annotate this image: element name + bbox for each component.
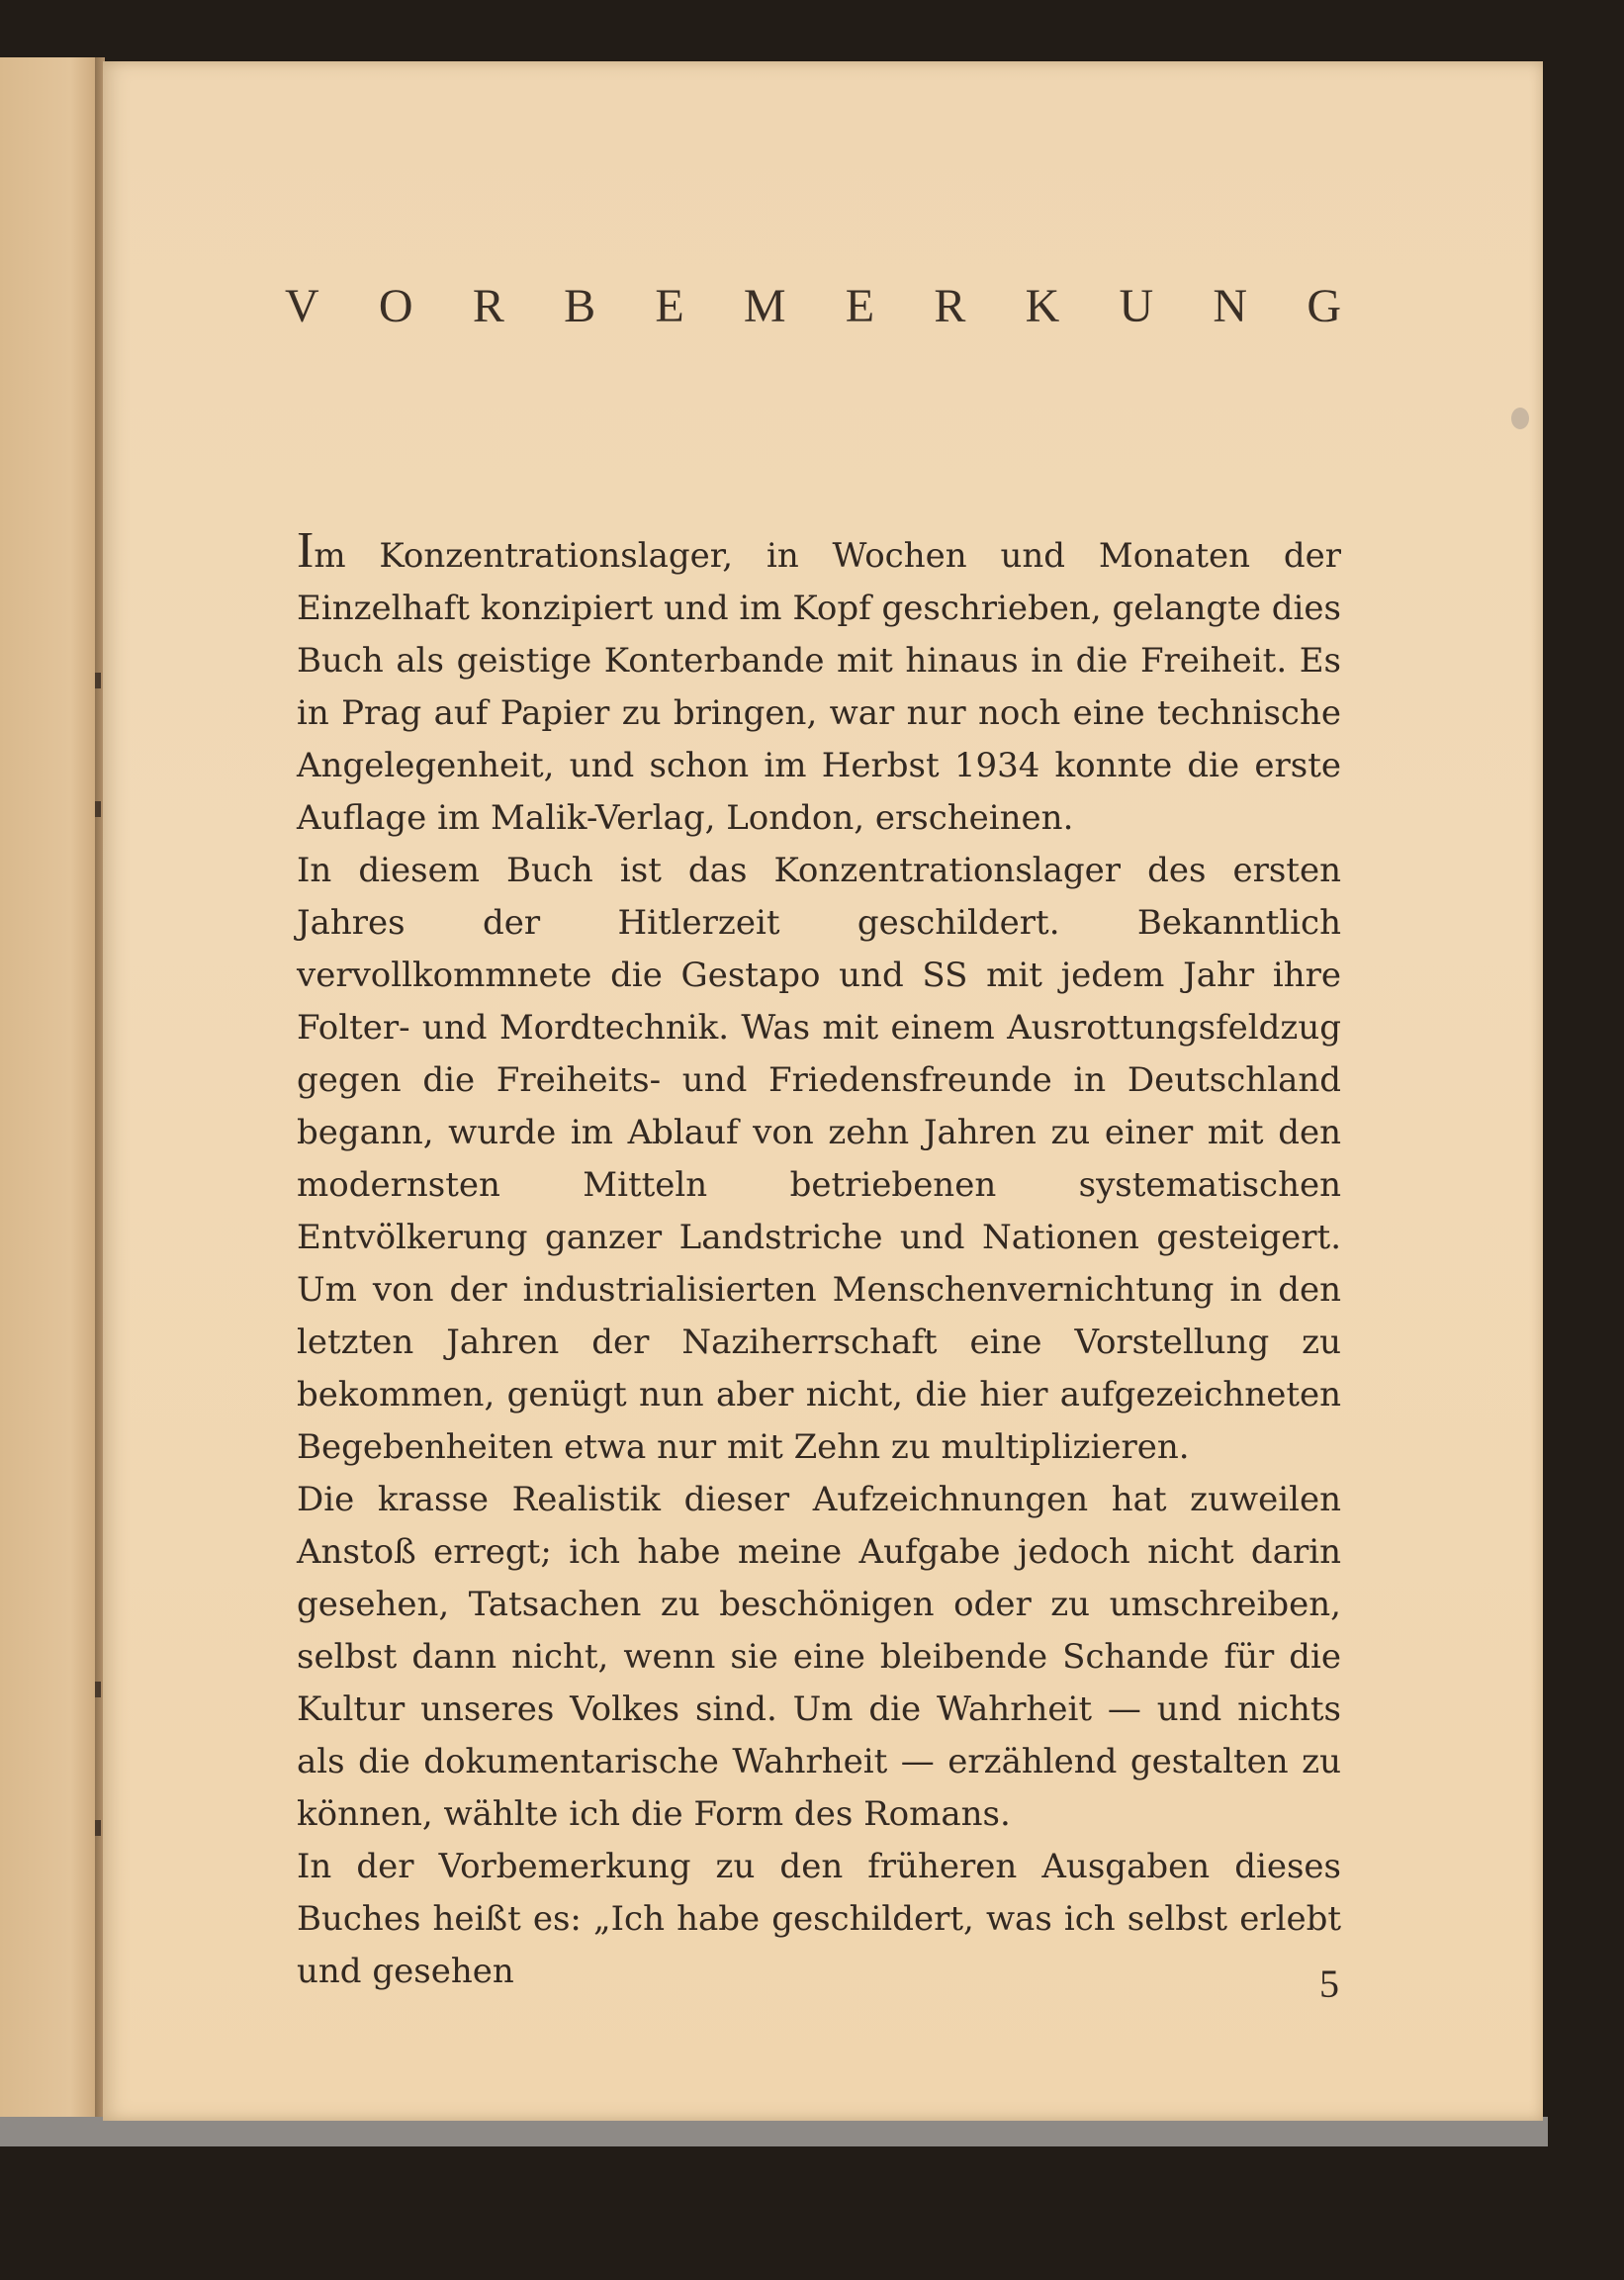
page-hole bbox=[1511, 408, 1529, 429]
spine-mark bbox=[95, 1820, 101, 1836]
heading-letter: M bbox=[743, 280, 786, 332]
drop-cap: I bbox=[297, 522, 315, 579]
heading-letter: O bbox=[378, 280, 413, 332]
paragraph-4: In der Vorbemerkung zu den früheren Ausgaben dieses Buches heißt es: „Ich habe geschildert, was ich selbst erlebt und gesehen bbox=[297, 1847, 1341, 1991]
page-number: 5 bbox=[1319, 1961, 1339, 2006]
spine-mark bbox=[95, 673, 101, 688]
paragraph-text: m Konzentrationslager, in Wochen und Monaten der Einzelhaft konzipiert und im Kopf geschrieben, gelangte dies Buch als geistige Konterbande mit hinaus in die Freiheit. Es in Prag auf Papier zu bringen, war nur noch eine technische Angelegenheit, und schon im Herbst 1934 konnte die erste Auflage im Malik-Verlag, London, erscheinen. bbox=[297, 536, 1341, 838]
heading-letter: R bbox=[934, 280, 966, 332]
bottom-board bbox=[0, 2117, 1548, 2146]
paragraph-2: In diesem Buch ist das Konzentrationslager des ersten Jahres der Hitlerzeit geschildert. Bekanntlich vervollkommnete die Gestapo und SS mit jedem Jahr ihre Folter- und Mordtechnik. Was mit einem Ausrottungsfeldzug gegen die Freiheits- und Friedensfreunde in Deutschland begann, wurde im Ablauf von zehn Jahren zu einer mit den modernsten Mitteln betriebenen systematischen Entvölkerung ganzer Landstriche und Nationen gesteigert. Um von der industrialisierten Menschenvernichtung in den letzten Jahren der Naziherrschaft eine Vorstellung zu bekommen, genügt nun aber nicht, die hier aufgezeichneten Begebenheiten etwa nur mit Zehn zu multiplizieren. bbox=[297, 851, 1341, 1467]
body-text bbox=[297, 522, 1341, 1998]
spine-mark bbox=[95, 1682, 101, 1697]
heading-letter: B bbox=[564, 280, 596, 332]
heading-letter: N bbox=[1213, 280, 1248, 332]
heading-letter: G bbox=[1307, 280, 1341, 332]
chapter-heading bbox=[285, 279, 1341, 333]
heading-letter: E bbox=[655, 280, 684, 332]
heading-letter: R bbox=[472, 280, 504, 332]
paragraph-1 bbox=[297, 522, 1341, 845]
heading-letter: E bbox=[845, 280, 875, 332]
heading-letter: U bbox=[1119, 280, 1154, 332]
heading-letter: K bbox=[1025, 280, 1060, 332]
spine-mark bbox=[95, 801, 101, 817]
paragraph-3: Die krasse Realistik dieser Aufzeichnungen hat zuweilen Anstoß erregt; ich habe meine Aufgabe jedoch nicht darin gesehen, Tatsachen zu beschönigen oder zu umschreiben, selbst dann nicht, wenn sie eine bleibende Schande für die Kultur unseres Volkes sind. Um die Wahrheit — und nichts als die dokumentarische Wahrheit — erzählend gestalten zu können, wählte ich die Form des Romans. bbox=[297, 1480, 1341, 1834]
left-page-edge bbox=[0, 57, 101, 2125]
heading-letter: V bbox=[285, 280, 319, 332]
